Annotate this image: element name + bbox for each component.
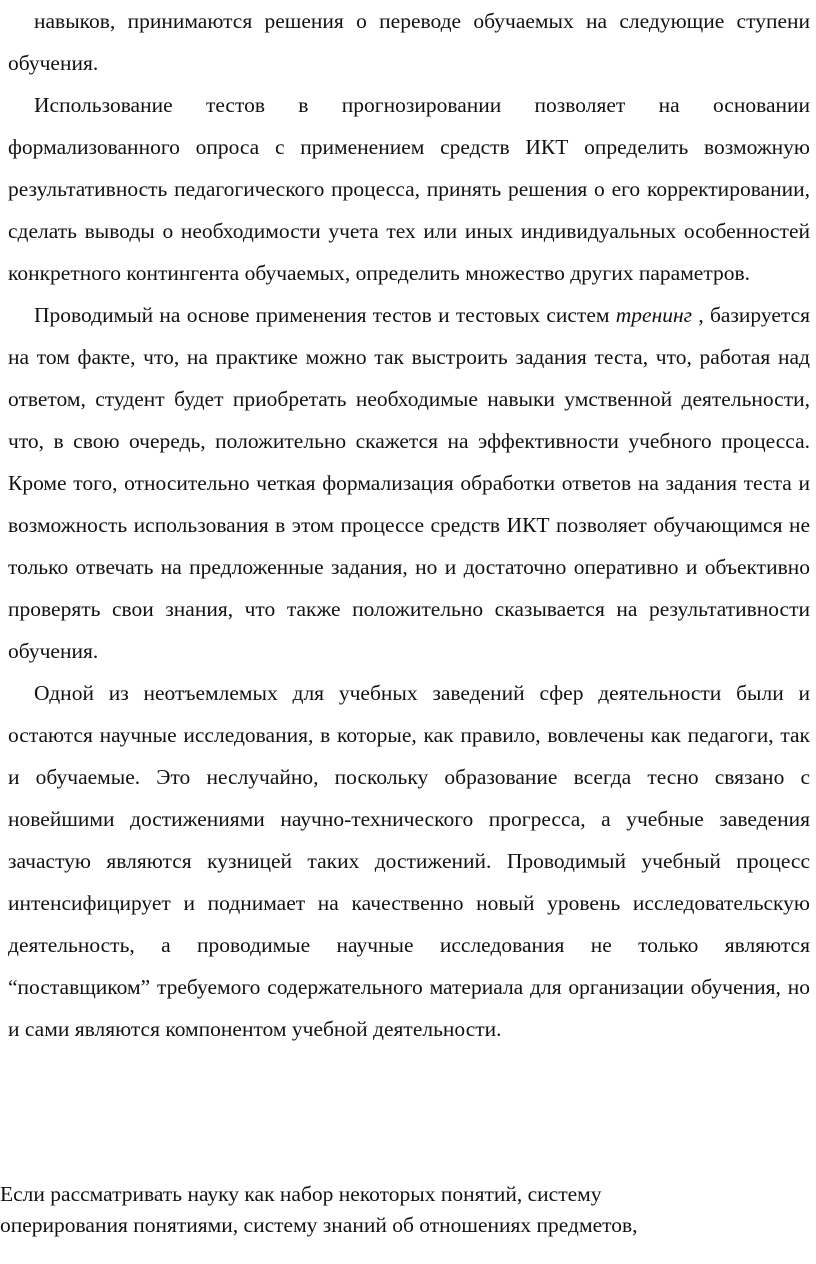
paragraph-training [8, 294, 810, 672]
document-tail [0, 1179, 760, 1241]
paragraph-continuation: навыков, принимаются решения о переводе обучаемых на следующие ступени обучения. [8, 9, 810, 75]
document-body [8, 0, 810, 1050]
paragraph-testing-forecasting: Использование тестов в прогнозировании позволяет на основании формализованного опроса с применением средств ИКТ определить возможную результативность педагогического процесса, принять решения о его корректировании, сделать выводы о необходимости учета тех или иных индивидуальных особенностей конкретного контингента обучаемых, определить множество других параметров. [8, 93, 810, 285]
paragraph-training-before: Проводимый на основе применения тестов и тестовых систем [34, 303, 616, 327]
italic-term-training: тренинг [615, 303, 693, 327]
tail-line-1: Если рассматривать науку как набор некоторых понятий, систему [0, 1182, 602, 1206]
tail-line-2: оперирования понятиями, систему знаний об отношениях предметов, [0, 1213, 638, 1237]
paragraph-research: Одной из неотъемлемых для учебных заведений сфер деятельности были и остаются научные исследования, в которые, как правило, вовлечены как педагоги, так и обучаемые. Это неслучайно, поскольку образование всегда тесно связано с новейшими достижениями научно-технического прогресса, а учебные заведения зачастую являются кузницей таких достижений. Проводимый учебный процесс интенсифицирует и поднимает на качественно новый уровень исследовательскую деятельность, а проводимые научные исследования не только являются “поставщиком” требуемого содержательного материала для организации обучения, но и сами являются компонентом учебной деятельности. [8, 681, 810, 1041]
paragraph-training-after: , базируется на том факте, что, на практике можно так выстроить задания теста, что, работая над ответом, студент будет приобретать необходимые навыки умственной деятельности, что, в свою очередь, положительно скажется на эффективности учебного процесса. Кроме того, относительно четкая формализация обработки ответов на задания теста и возможность использования в этом процессе средств ИКТ позволяет обучающимся не только отвечать на предложенные задания, но и достаточно оперативно и объективно проверять свои знания, что также положительно сказывается на результативности обучения. [8, 303, 810, 663]
